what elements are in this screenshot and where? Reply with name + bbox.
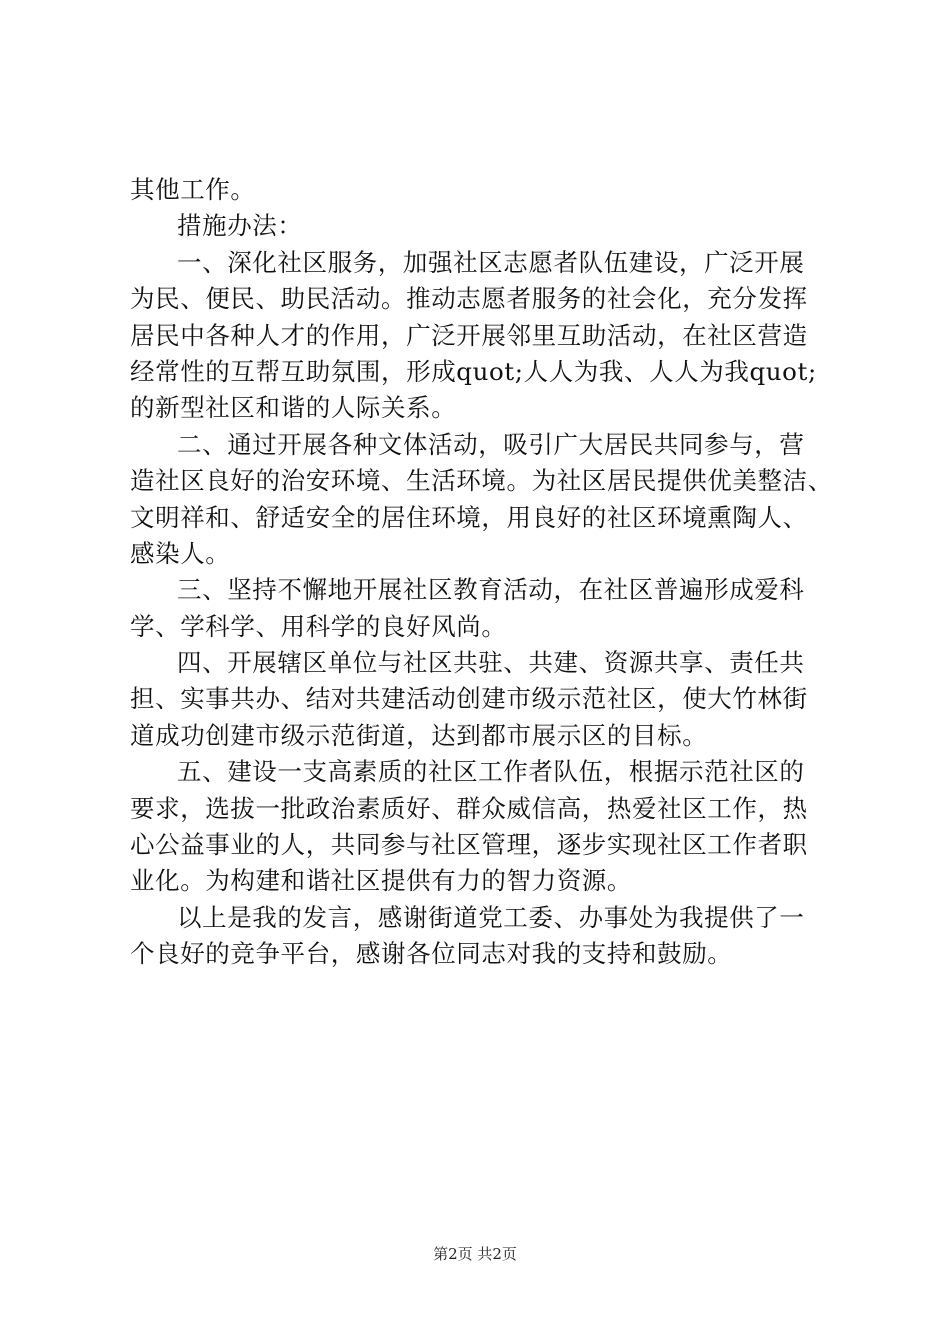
page-number: 第2页 共2页 <box>433 1245 517 1263</box>
text-line: 为民、便民、助民活动。推动志愿者服务的社会化，充分发挥 <box>130 284 808 314</box>
text-line: 一、深化社区服务，加强社区志愿者队伍建设，广泛开展 <box>177 247 805 277</box>
text-line: 居民中各种人才的作用，广泛开展邻里互助活动，在社区营造 <box>130 320 808 350</box>
text-line: 要求，选拔一批政治素质好、群众威信高，热爱社区工作，热 <box>130 793 808 823</box>
text-line: 担、实事共办、结对共建活动创建市级示范社区，使大竹林街 <box>130 684 808 714</box>
text-line: 学、学科学、用科学的良好风尚。 <box>130 611 507 641</box>
text-line: 文明祥和、舒适安全的居住环境，用良好的社区环境熏陶人、 <box>130 502 808 532</box>
text-line: 心公益事业的人，共同参与社区管理，逐步实现社区工作者职 <box>130 830 808 860</box>
text-line: 业化。为构建和谐社区提供有力的智力资源。 <box>130 866 632 896</box>
text-line: 个良好的竞争平台，感谢各位同志对我的支持和鼓励。 <box>130 939 733 969</box>
text-line: 以上是我的发言，感谢街道党工委、办事处为我提供了一 <box>177 902 805 932</box>
text-line: 五、建设一支高素质的社区工作者队伍，根据示范社区的 <box>177 757 805 787</box>
text-line: 经常性的互帮互助氛围，形成quot;人人为我、人人为我quot; <box>130 356 817 386</box>
text-line: 二、通过开展各种文体活动，吸引广大居民共同参与，营 <box>177 429 805 459</box>
document-body <box>130 172 833 973</box>
text-line: 措施办法： <box>177 211 303 241</box>
text-line: 的新型社区和谐的人际关系。 <box>130 393 457 423</box>
text-line: 三、坚持不懈地开展社区教育活动，在社区普遍形成爱科 <box>177 575 805 605</box>
text-line: 其他工作。 <box>130 175 256 204</box>
text-line: 四、开展辖区单位与社区共驻、共建、资源共享、责任共 <box>177 648 805 678</box>
text-line: 感染人。 <box>130 538 231 568</box>
text-line: 道成功创建市级示范街道，达到都市展示区的目标。 <box>130 720 708 750</box>
text-line: 造社区良好的治安环境、生活环境。为社区居民提供优美整洁、 <box>130 466 833 496</box>
